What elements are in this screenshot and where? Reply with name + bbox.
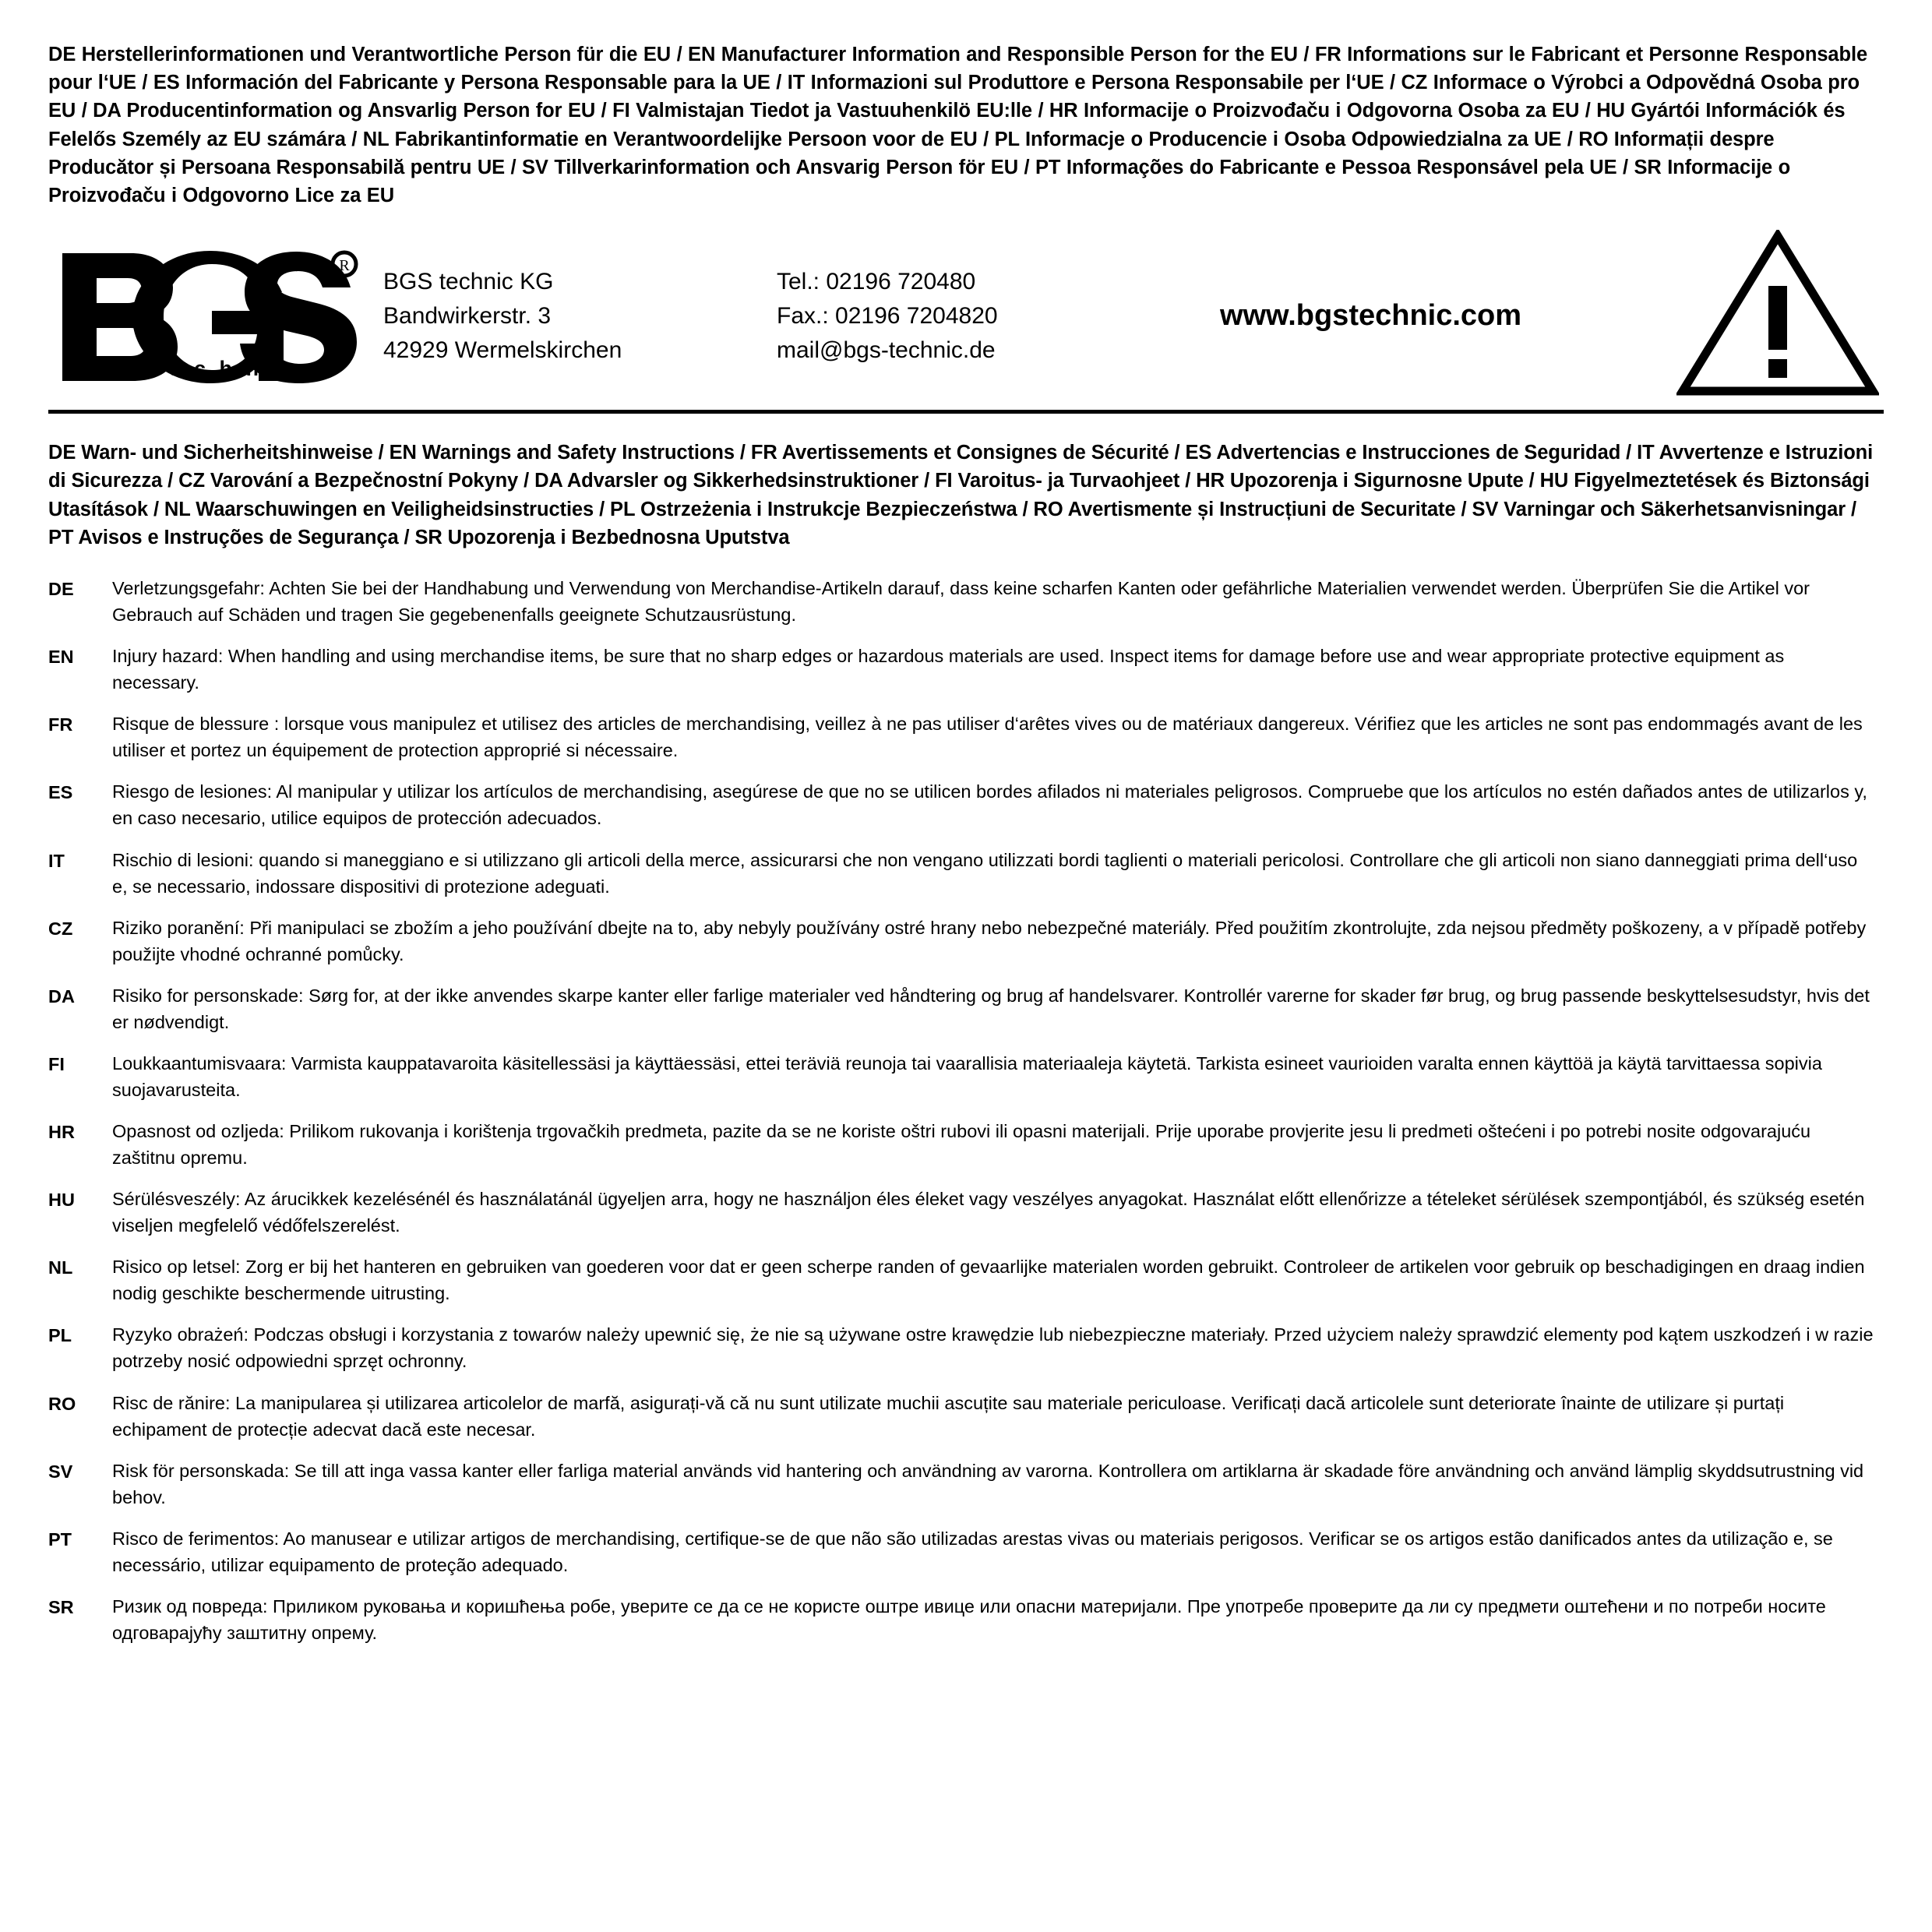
manufacturer-info-title: DE Herstellerinformationen und Verantwortliche Person für die EU / EN Manufacturer Information and Responsible Person for the EU / FR Informations sur le Fabricant et Personne Responsable pour l‘UE / ES Información del Fabricante y Persona Responsable para la UE / IT Informazioni sul Produttore e Persona Responsabile per l‘UE / CZ Informace o Výrobci a Odpovědná Osoba pro EU / DA Producentinformation og Ansvarlig Person for EU / FI Valmistajan Tiedot ja Vastuuhenkilö EU:lle / HR Informacije o Proizvođaču i Odgovorna Osoba za EU / HU Gyártói Információk és Felelős Személy az EU számára / NL Fabrikantinformatie en Verantwoordelijke Persoon voor de EU / PL Informacje o Producencie i Osoba Odpowiedzialna za UE / RO Informații despre Producător și Persoana Responsabilă pentru UE / SV Tillverkarinformation och Ansvarig Person för EU / PT Informações do Fabricante e Pessoa Responsável pela UE / SR Informacije o Proizvođaču i Odgovorno Lice za EU (48, 44, 1868, 207)
language-text: Risc de rănire: La manipularea și utilizarea articolelor de marfă, asigurați-vă că nu sunt utilizate muchii ascuțite sau materiale periculoase. Verificați dacă articolele sunt deteriorate înainte de utilizare și purtați echipament de protecție adecvat dacă este necesar. (112, 1392, 1785, 1440)
company-header-band (48, 230, 1884, 414)
list-item (48, 1458, 1884, 1511)
list-item (48, 1050, 1884, 1103)
list-item (48, 778, 1884, 831)
company-tel: Tel.: 02196 720480 (777, 268, 976, 294)
list-item (48, 1321, 1884, 1374)
company-city: 42929 Wermelskirchen (383, 337, 622, 363)
language-text: Loukkaantumisvaara: Varmista kauppatavaroita käsitellessäsi ja käyttäessäsi, ettei teräviä reunoja tai vaarallisia materiaaleja käytetä. Tarkista esineet vaurioiden varalta ennen käyttöä ja käytä tarvittaessa sopivia suojavarusteita. (112, 1052, 1822, 1100)
list-item (48, 1390, 1884, 1443)
language-text: Riziko poranění: Při manipulaci se zbožím a jeho používání dbejte na to, aby nebyly používány ostré hrany nebo nebezpečné materiály. Před použitím zkontrolujte, zda nejsou předměty poškozeny, a v případě potřeby použijte vhodné ochranné pomůcky. (112, 917, 1867, 964)
list-item (48, 982, 1884, 1035)
language-text: Verletzungsgefahr: Achten Sie bei der Handhabung und Verwendung von Merchandise-Artikeln darauf, dass keine scharfen Kanten oder gefährliche Materialien verwendet werden. Überprüfen Sie die Artikel vor Gebrauch auf Schäden und tragen Sie gegebenenfalls geeignete Schutzausrüstung. (112, 578, 1810, 626)
warning-triangle-icon (1653, 230, 1884, 397)
list-item (48, 575, 1884, 628)
language-text: Ryzyko obrażeń: Podczas obsługi i korzystania z towarów należy upewnić się, że nie są używane ostre krawędzie lub niebezpieczne materiały. Przed użyciem należy sprawdzić elementy pod kątem uszkodzeń i w razie potrzeby nosić odpowiedni sprzęt ochronny. (112, 1324, 1874, 1372)
language-code: EN (48, 647, 74, 668)
warning-triangle-graphic (1676, 230, 1879, 397)
safety-section-heading: DE Warn- und Sicherheitshinweise / EN Warnings and Safety Instructions / FR Avertissements et Consignes de Sécurité / ES Advertencias e Instrucciones de Seguridad / IT Avvertenze e Istruzioni di Sicurezza / CZ Varování a Bezpečnostní Pokyny / DA Advarsler og Sikkerhedsinstruktioner / FI Varoitus- ja Turvaohjeet / HR Upozorenja i Sigurnosne Upute / HU Figyelmeztetések és Biztonsági Utasítások / NL Waarschuwingen en Veiligheidsinstructies / PL Ostrzeżenia i Instrukcje Bezpieczeństwa / RO Avertismente și Instrucțiuni de Securitate / SV Varningar och Säkerhetsanvisningar / PT Avisos e Instruções de Segurança / SR Upozorenja i Bezbednosna Uputstva (48, 442, 1874, 548)
company-website[interactable]: www.bgstechnic.com (1219, 299, 1522, 333)
list-item (48, 643, 1884, 696)
language-code: DA (48, 985, 75, 1007)
language-text: Sérülésveszély: Az árucikkek kezelésénél és használatánál ügyeljen arra, hogy ne használjon éles éleket vagy veszélyes anyagokat. Használat előtt ellenőrizze a tételeket sérülések szempontjából, és szükség esetén viseljen megfelelő védőfelszerelést. (112, 1189, 1865, 1236)
svg-text:R: R (339, 256, 350, 274)
language-text: Opasnost od ozljeda: Prilikom rukovanja i korištenja trgovačkih predmeta, pazite da se ne koriste oštri rubovi ili opasni materijali. Prije uporabe provjerite jesu li predmeti oštećeni i po potrebi nosite odgovarajuću zaštitnu opremu. (112, 1121, 1811, 1169)
list-item (48, 1118, 1884, 1171)
list-item (48, 1253, 1884, 1306)
language-code: ES (48, 782, 73, 803)
language-text: Risico op letsel: Zorg er bij het hanteren en gebruiken van goederen voor dat er geen scherpe randen of gevaarlijke materialen worden gebruikt. Controleer de artikelen voor gebruik op beschadigingen en draag indien nodig geschikte beschermende uitrusting. (112, 1257, 1865, 1304)
language-code: FR (48, 714, 73, 735)
bgs-logo-subtext: t e c h n i c (148, 356, 308, 380)
language-code: RO (48, 1393, 76, 1414)
language-code: SV (48, 1461, 73, 1482)
company-contact (777, 260, 1112, 368)
company-street: Bandwirkerstr. 3 (383, 302, 552, 329)
language-code: PT (48, 1528, 72, 1549)
language-text: Riesgo de lesiones: Al manipular y utilizar los artículos de merchandising, asegúrese de que no se utilicen bordes afilados ni materiales peligrosos. Compruebe que los artículos no estén dañados antes de utilizarlos y, en caso necesario, utilice equipos de protección adecuados. (112, 781, 1867, 829)
language-text: Risiko for personskade: Sørg for, at der ikke anvendes skarpe kanter eller farlige materialer ved håndtering og brug af handelsvarer. Kontrollér varerne for skader før brug, og brug passende beskyttelsesudstyr, hvis det er nødvendigt. (112, 985, 1870, 1032)
list-item (48, 1593, 1884, 1646)
language-text: Risco de ferimentos: Ao manusear e utilizar artigos de merchandising, certifique-se de que não são utilizadas arestas vivas ou materiais perigosos. Verificar se os artigos estão danificados antes da utilização e, se necessário, utilizar equipamento de proteção adequado. (112, 1528, 1833, 1575)
language-text: Risque de blessure : lorsque vous manipulez et utilisez des articles de merchandising, veillez à ne pas utiliser d‘arêtes vives ou de matériaux dangereux. Vérifiez que les articles ne sont pas endommagés avant de les utiliser et portez un équipement de protection approprié si nécessaire. (112, 714, 1863, 761)
language-code: HR (48, 1122, 75, 1143)
list-item (48, 915, 1884, 968)
company-fax: Fax.: 02196 7204820 (777, 302, 998, 329)
language-code: NL (48, 1257, 73, 1278)
language-text: Ризик од повреда: Приликом руковања и коришћења робе, уверите се да се не користе оштре ивице или опасни материјали. Пре употребе проверите да ли су предмети оштећени и по потреби носите одговарајућу заштитну опрему. (112, 1595, 1826, 1643)
language-code: IT (48, 850, 65, 871)
language-code: CZ (48, 918, 73, 939)
list-item (48, 1186, 1884, 1239)
company-address (383, 260, 777, 368)
list-item (48, 710, 1884, 763)
company-email[interactable]: mail@bgs-technic.de (777, 337, 996, 363)
language-code: FI (48, 1053, 65, 1074)
language-text: Rischio di lesioni: quando si maneggiano e si utilizzano gli articoli della merce, assicurarsi che non vengano utilizzati bordi taglienti o materiali pericolosi. Controllare che gli articoli non siano danneggiati prima dell‘uso e, se necessario, indossare dispositivi di protezione adeguati. (112, 849, 1858, 897)
safety-instructions-list (48, 575, 1884, 1646)
language-text: Risk för personskada: Se till att inga vassa kanter eller farliga material används vid hantering och användning av varorna. Kontrollera om artiklarna är skadade före användning och använd lämplig skyddsutrustning vid behov. (112, 1460, 1864, 1507)
language-code: HU (48, 1190, 75, 1211)
bgs-logo (48, 247, 383, 381)
language-code: PL (48, 1325, 72, 1346)
list-item (48, 1525, 1884, 1578)
company-name: BGS technic KG (383, 268, 554, 294)
language-text: Injury hazard: When handling and using merchandise items, be sure that no sharp edges or hazardous materials are used. Inspect items for damage before use and wear appropriate protective equipment as necessary. (112, 646, 1785, 693)
list-item (48, 847, 1884, 900)
language-code: DE (48, 579, 74, 600)
language-code: SR (48, 1596, 74, 1617)
